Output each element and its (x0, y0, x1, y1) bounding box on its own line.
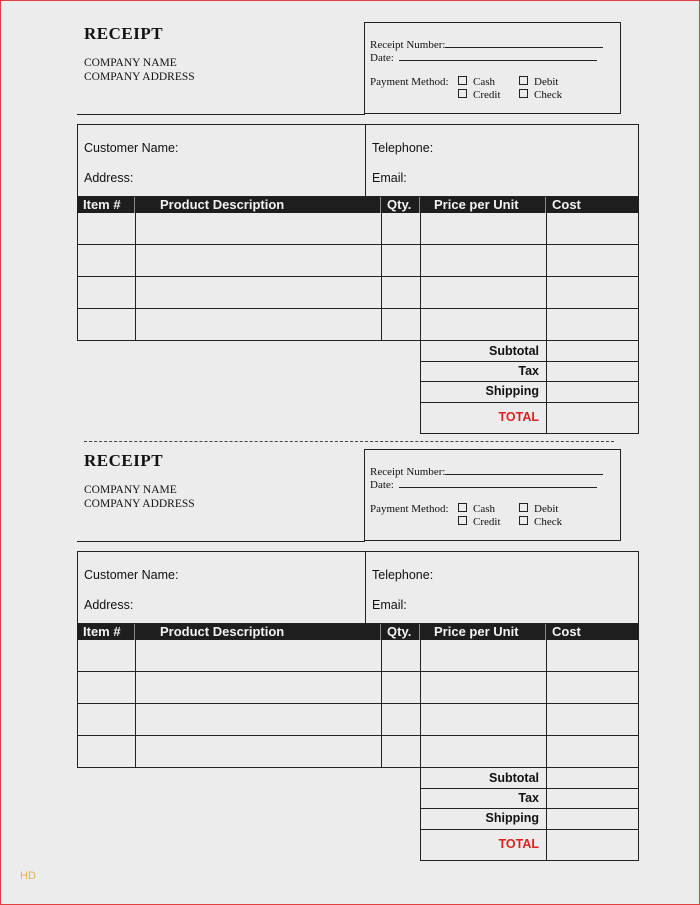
totals-divider (546, 768, 547, 861)
payment-option-cash[interactable] (458, 503, 495, 515)
column-header-description: Product Description (160, 197, 285, 212)
column-separator (545, 197, 546, 213)
payment-option-label: Check (534, 516, 563, 528)
column-header-description: Product Description (160, 624, 285, 639)
totals-row-line (421, 381, 639, 382)
checkbox-icon[interactable] (519, 503, 528, 512)
payment-option-check[interactable] (519, 89, 562, 101)
payment-option-label: Debit (534, 503, 559, 515)
totals-box (420, 340, 639, 434)
payment-option-check[interactable] (519, 516, 562, 528)
grid-row-line (78, 735, 639, 736)
column-separator (380, 624, 381, 640)
date-row (370, 50, 597, 64)
watermark-text: HD (20, 870, 36, 882)
receipt-info-box (364, 449, 621, 541)
column-separator (545, 624, 546, 640)
receipt-number-field[interactable] (445, 464, 603, 475)
receipt-title: RECEIPT (84, 451, 164, 470)
column-header-item: Item # (83, 197, 121, 212)
email-label[interactable]: Email: (372, 598, 407, 612)
grid-row-line (78, 276, 639, 277)
receipt-form-bottom (0, 427, 700, 857)
receipt-info-box (364, 22, 621, 114)
total-label: TOTAL (498, 410, 539, 424)
checkbox-icon[interactable] (458, 516, 467, 525)
date-field[interactable] (399, 50, 597, 61)
totals-divider (546, 341, 547, 434)
totals-row-line (421, 788, 639, 789)
grid-column-line (381, 640, 382, 768)
tax-label: Tax (518, 791, 539, 805)
column-header-item: Item # (83, 624, 121, 639)
checkbox-icon[interactable] (458, 503, 467, 512)
customer-info-box (77, 124, 639, 197)
payment-method-label: Payment Method: (370, 76, 449, 88)
totals-box (420, 767, 639, 861)
totals-row-line (421, 402, 639, 403)
column-separator (419, 197, 420, 213)
column-header-qty: Qty. (387, 197, 412, 212)
column-separator (380, 197, 381, 213)
items-table-body[interactable] (77, 213, 639, 341)
grid-row-line (78, 244, 639, 245)
payment-option-credit[interactable] (458, 516, 501, 528)
grid-column-line (420, 213, 421, 341)
date-label: Date: (370, 479, 394, 491)
payment-method-label: Payment Method: (370, 503, 449, 515)
payment-option-cash[interactable] (458, 76, 495, 88)
items-table-body[interactable] (77, 640, 639, 768)
checkbox-icon[interactable] (519, 516, 528, 525)
receipt-form-top (0, 0, 700, 430)
column-header-price: Price per Unit (434, 624, 519, 639)
address-label[interactable]: Address: (84, 598, 134, 612)
payment-option-label: Cash (473, 76, 495, 88)
customer-name-label[interactable]: Customer Name: (84, 568, 179, 582)
totals-row-line (421, 829, 639, 830)
checkbox-icon[interactable] (519, 89, 528, 98)
grid-column-line (420, 640, 421, 768)
receipt-title: RECEIPT (84, 24, 164, 43)
grid-column-line (135, 213, 136, 341)
grid-column-line (381, 213, 382, 341)
column-header-qty: Qty. (387, 624, 412, 639)
receipt-number-row (370, 464, 603, 478)
receipt-number-row (370, 37, 603, 51)
customer-info-box (77, 551, 639, 624)
checkbox-icon[interactable] (458, 76, 467, 85)
totals-row-line (421, 361, 639, 362)
customer-name-label[interactable]: Customer Name: (84, 141, 179, 155)
grid-column-line (546, 640, 547, 768)
grid-row-line (78, 308, 639, 309)
grid-column-line (546, 213, 547, 341)
address-label[interactable]: Address: (84, 171, 134, 185)
payment-option-debit[interactable] (519, 76, 558, 88)
column-header-cost: Cost (552, 624, 581, 639)
payment-option-credit[interactable] (458, 89, 501, 101)
subtotal-label: Subtotal (489, 771, 539, 785)
tax-label: Tax (518, 364, 539, 378)
header-underline (77, 114, 365, 115)
telephone-label[interactable]: Telephone: (372, 568, 434, 582)
payment-option-label: Credit (473, 89, 501, 101)
totals-row-line (421, 808, 639, 809)
column-header-cost: Cost (552, 197, 581, 212)
company-block (84, 483, 195, 511)
receipt-number-field[interactable] (445, 37, 603, 48)
header-underline (77, 541, 365, 542)
column-separator (419, 624, 420, 640)
items-table-header (77, 624, 639, 640)
payment-option-label: Cash (473, 503, 495, 515)
payment-option-label: Check (534, 89, 563, 101)
customer-divider (365, 552, 366, 624)
column-separator (134, 624, 135, 640)
shipping-label: Shipping (485, 384, 539, 398)
date-row (370, 477, 597, 491)
email-label[interactable]: Email: (372, 171, 407, 185)
company-name: COMPANY NAME (84, 57, 177, 69)
grid-row-line (78, 703, 639, 704)
payment-option-label: Debit (534, 76, 559, 88)
column-header-price: Price per Unit (434, 197, 519, 212)
payment-option-debit[interactable] (519, 503, 558, 515)
grid-row-line (78, 671, 639, 672)
company-address: COMPANY ADDRESS (84, 71, 195, 83)
customer-divider (365, 125, 366, 197)
date-field[interactable] (399, 477, 597, 488)
checkbox-icon[interactable] (519, 76, 528, 85)
grid-column-line (135, 640, 136, 768)
items-table-header (77, 197, 639, 213)
column-separator (134, 197, 135, 213)
company-address: COMPANY ADDRESS (84, 498, 195, 510)
date-label: Date: (370, 52, 394, 64)
telephone-label[interactable]: Telephone: (372, 141, 434, 155)
receipt-number-label: Receipt Number: (370, 39, 446, 51)
receipt-number-label: Receipt Number: (370, 466, 446, 478)
company-block (84, 56, 195, 84)
company-name: COMPANY NAME (84, 484, 177, 496)
total-label: TOTAL (498, 837, 539, 851)
shipping-label: Shipping (485, 811, 539, 825)
payment-option-label: Credit (473, 516, 501, 528)
checkbox-icon[interactable] (458, 89, 467, 98)
subtotal-label: Subtotal (489, 344, 539, 358)
